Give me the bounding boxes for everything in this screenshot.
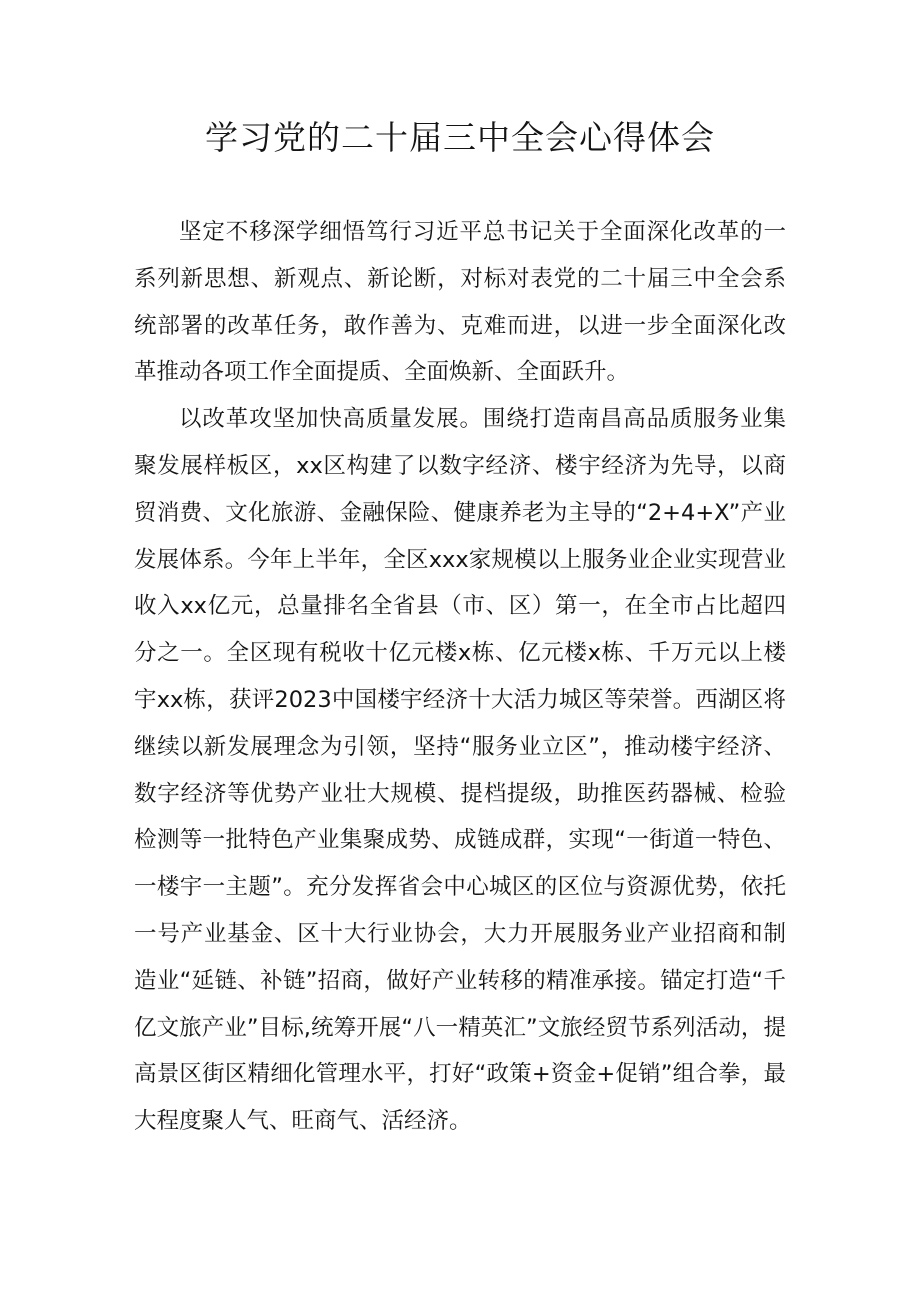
paragraph-reform-development: 以改革攻坚加快高质量发展。围绕打造南昌高品质服务业集聚发展样板区，xx区构建了以数字经济、楼宇经济为先导，以商贸消费、文化旅游、金融保险、健康养老为主导的“2+4+X”产业发展体系。今年上半年，全区xxx家规模以上服务业企业实现营业收入xx亿元，总量排名全省县（市、区）第一，在全市占比超四分之一。全区现有税收十亿元楼x栋、亿元楼x栋、千万元以上楼宇xx栋，获评2023中国楼宇经济十大活力城区等荣誉。西湖区将继续以新发展理念为引领，坚持“服务业立区”，推动楼宇经济、数字经济等优势产业壮大规模、提档提级，助推医药器械、检验检测等一批特色产业集聚成势、成链成群，实现“一街道一特色、一楼宇一主题”。充分发挥省会中心城区的区位与资源优势，依托一号产业基金、区十大行业协会，大力开展服务业产业招商和制造业“延链、补链”招商，做好产业转移的精准承接。锚定打造“千亿文旅产业”目标,统筹开展“八一精英汇”文旅经贸节系列活动，提高景区街区精细化管理水平，打好“政策+资金+促销”组合拳，最大程度聚人气、旺商气、活经济。 [134,406,786,1135]
paragraph-intro: 坚定不移深学细悟笃行习近平总书记关于全面深化改革的一系列新思想、新观点、新论断，对标对表党的二十届三中全会系统部署的改革任务，敢作善为、克难而进，以进一步全面深化改革推动各项工作全面提质、全面焕新、全面跃升。 [134,219,786,386]
document-title: 学习党的二十届三中全会心得体会 [205,118,715,157]
document-body [134,209,786,1145]
